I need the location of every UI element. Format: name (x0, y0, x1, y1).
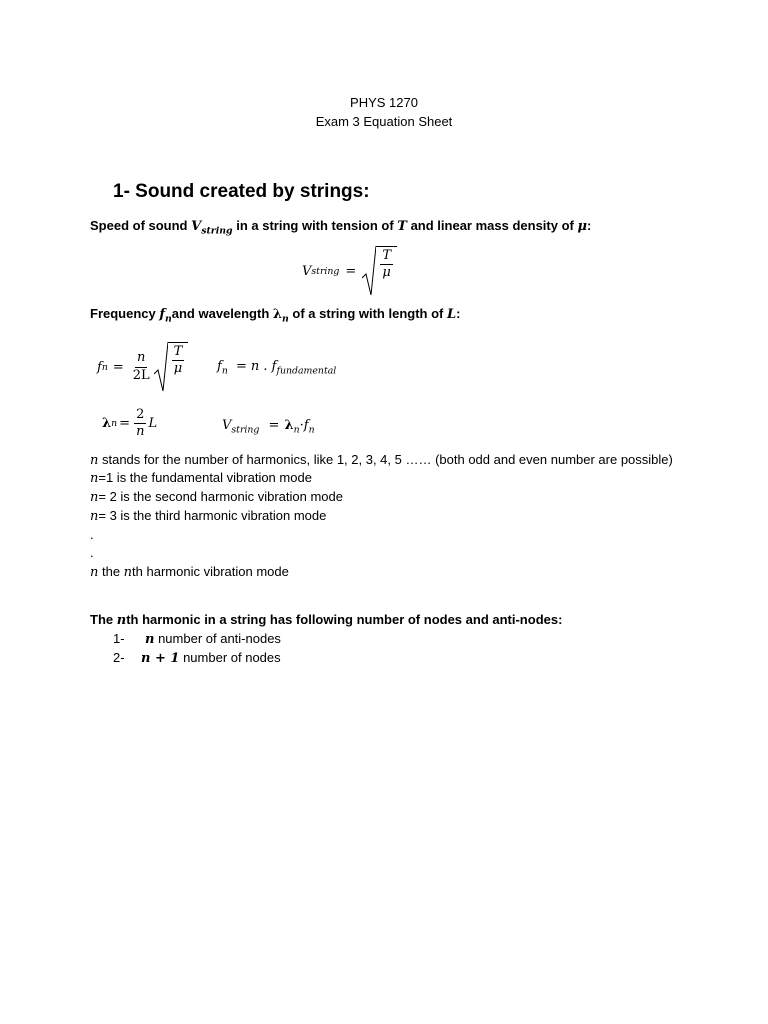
eq4-equals: = (268, 418, 280, 433)
speed-eq-sqrt (362, 246, 397, 296)
harmonics-line-3 (90, 489, 343, 505)
list-item-text: number of anti-nodes (154, 631, 281, 646)
speed-intro-text-3: and linear mass density of (406, 218, 578, 233)
eq3-l: L (148, 416, 158, 432)
freq-var-f-sub: n (164, 313, 172, 325)
harmonics-line-3-var: n (90, 490, 99, 505)
eq3-lambda-sub: n (111, 418, 118, 430)
harmonics-line-5 (90, 564, 289, 580)
speed-var-t: T (397, 219, 407, 234)
harmonics-line-4 (90, 508, 326, 524)
eq4-f: f (303, 418, 309, 433)
list-item-number: 2- (113, 650, 125, 665)
nodes-intro-var: n (116, 613, 127, 628)
eq1-f-sub: n (101, 361, 108, 373)
harmonics-line-1-var: n (90, 453, 99, 468)
freq-intro-text-3: of a string with length of (288, 306, 447, 321)
list-item-math: n (145, 632, 155, 647)
harmonics-line-4-var: n (90, 509, 99, 524)
speed-intro (90, 218, 591, 236)
speed-eq-num: T (380, 249, 393, 265)
list-item (141, 650, 281, 666)
harmonics-line-3-text: = 2 is the second harmonic vibration mode (98, 489, 343, 504)
section-heading: 1- Sound created by strings: (113, 181, 370, 202)
speed-intro-text-4: : (586, 218, 592, 233)
eq4-v-sub: string (231, 424, 260, 436)
velocity-equation (222, 418, 315, 435)
eq1-frac-num: n (135, 351, 147, 367)
eq1-equals: = (112, 359, 124, 375)
course-code: PHYS 1270 (350, 95, 418, 110)
eq4-lambda-sub: n (293, 424, 300, 436)
harmonics-line-4-text: = 3 is the third harmonic vibration mode (98, 508, 327, 523)
eq4-f-sub: n (308, 424, 315, 436)
eq3-frac-den: n (136, 424, 145, 440)
sheet-title: Exam 3 Equation Sheet (315, 114, 453, 129)
ellipsis-dot-2: . (90, 545, 94, 560)
harmonics-line-5-text-a: the (98, 564, 124, 579)
freq-var-lambda: λ (272, 307, 283, 322)
eq1-sqrt (154, 342, 189, 392)
eq1-frac-den: 2L (132, 367, 150, 383)
harmonics-line-2-text: =1 is the fundamental vibration mode (98, 470, 312, 485)
freq-var-l: L (446, 307, 457, 322)
nodes-intro-text-1: The (90, 612, 117, 627)
speed-equation (302, 246, 397, 296)
eq2-f-sub: n (221, 365, 228, 377)
harmonics-line-5-var: n (90, 565, 99, 580)
wavelength-equation (102, 408, 157, 440)
eq1-f: f (97, 359, 102, 375)
speed-eq-den: μ (382, 265, 391, 281)
ellipsis-dot-1: . (90, 527, 94, 542)
freq-intro-text-1: Frequency (90, 306, 160, 321)
harmonics-line-5-text-b: th harmonic vibration mode (132, 564, 289, 579)
eq1-sqrt-den: μ (173, 361, 183, 377)
eq2-dot: . (259, 359, 272, 374)
speed-eq-v-sub: string (311, 265, 340, 277)
speed-intro-text-1: Speed of sound (90, 218, 192, 233)
freq-intro-text-2: and wavelength (171, 306, 273, 321)
radical-sign-icon (362, 246, 376, 296)
list-item (145, 631, 281, 647)
radical-sign-icon (154, 342, 168, 392)
list-item-math: n + 1 (141, 651, 180, 666)
freq-var-f: f (159, 307, 165, 322)
eq4-dot: · (299, 418, 304, 433)
eq3-frac-num: 2 (134, 408, 146, 424)
eq4-v: V (222, 418, 232, 433)
list-item-number: 1- (113, 631, 125, 646)
speed-eq-equals: = (345, 263, 357, 279)
harmonics-line-1 (90, 452, 673, 468)
eq3-lambda: λ (102, 416, 112, 432)
eq2-f2-sub: fundamental (276, 365, 337, 377)
eq2-equals: = (235, 359, 247, 374)
frequency-equation-1 (97, 342, 188, 392)
eq1-sqrt-num: T (172, 345, 185, 361)
speed-var-v: V (191, 219, 202, 234)
speed-var-mu: μ (577, 219, 587, 234)
list-item-text: number of nodes (179, 650, 281, 665)
speed-eq-v: V (302, 263, 312, 279)
speed-intro-text-2: in a string with tension of (232, 218, 398, 233)
eq2-f: f (217, 359, 222, 374)
harmonics-line-2-var: n (90, 471, 99, 486)
eq2-f2: f (271, 359, 277, 374)
freq-var-lambda-sub: n (282, 313, 289, 325)
nodes-intro (90, 612, 562, 628)
speed-var-v-sub: string (201, 225, 233, 237)
eq4-lambda: λ (284, 418, 294, 433)
eq2-n: n (250, 359, 260, 374)
nodes-intro-text-2: th harmonic in a string has following number of nodes and anti-nodes: (126, 612, 563, 627)
harmonics-line-2 (90, 470, 312, 486)
harmonics-line-5-var-2: n (123, 565, 133, 580)
frequency-intro (90, 306, 460, 324)
freq-intro-text-4: : (456, 306, 461, 321)
eq3-equals: = (119, 416, 131, 432)
frequency-equation-2 (217, 359, 336, 376)
harmonics-line-1-text: stands for the number of harmonics, like 1, 2, 3, 4, 5 …… (both odd and even number are possible) (98, 452, 673, 467)
